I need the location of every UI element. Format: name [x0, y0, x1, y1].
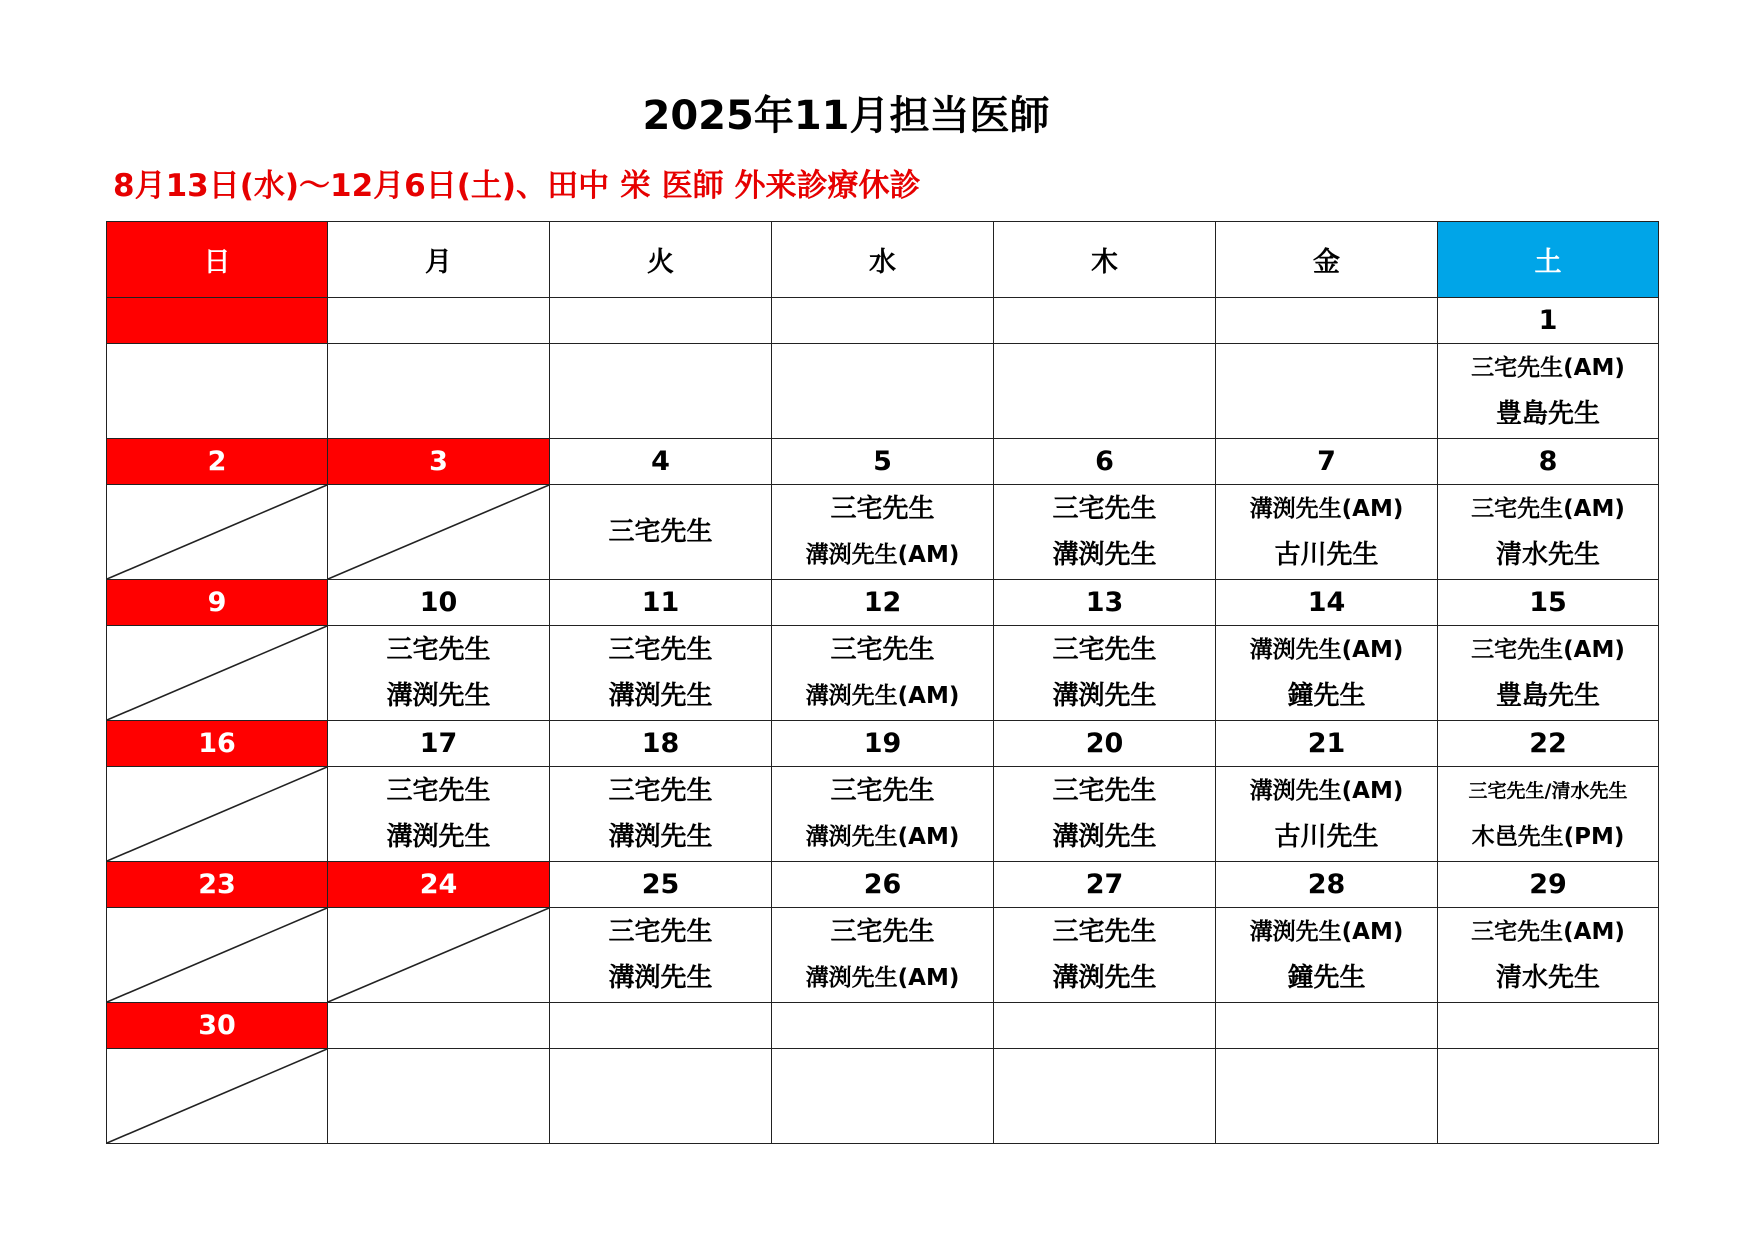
date-cell: 21 [1216, 721, 1438, 767]
date-cell: 5 [772, 439, 994, 485]
date-cell [1438, 1003, 1659, 1049]
date-cell: 15 [1438, 580, 1659, 626]
doctor-cell [328, 344, 550, 439]
diagonal-slash-icon [107, 1049, 327, 1143]
doctor-cell [550, 767, 772, 862]
diagonal-slash-icon [107, 767, 327, 861]
doctor-name: 清水先生 [1495, 540, 1600, 570]
date-cell: 22 [1438, 721, 1659, 767]
date-cell: 17 [328, 721, 550, 767]
doctor-name: 溝渕先生 [608, 681, 713, 711]
date-cell: 20 [994, 721, 1216, 767]
doctor-name: 溝渕先生 [608, 963, 713, 993]
doctor-cell [550, 485, 772, 580]
diagonal-slash-icon [107, 626, 327, 720]
doctor-name: 溝渕先生 [1052, 822, 1157, 852]
date-cell [1216, 1003, 1438, 1049]
date-cell: 30 [107, 1003, 328, 1049]
date-cell: 10 [328, 580, 550, 626]
date-cell: 27 [994, 862, 1216, 908]
doctor-cell [1216, 344, 1438, 439]
page-title: 2025年11月担当医師 [642, 93, 1050, 139]
doctor-name: 溝渕先生 [1052, 540, 1157, 570]
doctor-name: 三宅先生(AM) [1471, 919, 1625, 945]
weekday-friday: 金 [1216, 222, 1438, 298]
date-row [107, 721, 1659, 767]
closed-day-cell [107, 908, 328, 1003]
doctor-name: 木邑先生(PM) [1471, 824, 1625, 850]
date-cell: 13 [994, 580, 1216, 626]
doctor-name: 三宅先生 [1052, 494, 1157, 524]
date-cell: 14 [1216, 580, 1438, 626]
date-cell: 6 [994, 439, 1216, 485]
doctor-name: 溝渕先生 [386, 822, 491, 852]
doctor-cell [994, 626, 1216, 721]
date-row [107, 1003, 1659, 1049]
date-cell: 16 [107, 721, 328, 767]
doctor-cell [1216, 908, 1438, 1003]
doctor-name: 三宅先生(AM) [1471, 637, 1625, 663]
doctor-row [107, 1049, 1659, 1144]
doctor-name: 三宅先生 [386, 635, 491, 665]
doctor-cell [550, 344, 772, 439]
closed-day-cell [328, 485, 550, 580]
date-cell: 3 [328, 439, 550, 485]
closed-day-cell [107, 626, 328, 721]
date-cell: 28 [1216, 862, 1438, 908]
date-cell: 1 [1438, 298, 1659, 344]
date-cell: 26 [772, 862, 994, 908]
date-cell: 9 [107, 580, 328, 626]
doctor-name: 三宅先生 [1052, 776, 1157, 806]
date-row [107, 439, 1659, 485]
weekday-tuesday: 火 [550, 222, 772, 298]
doctor-cell [550, 626, 772, 721]
doctor-cell [994, 1049, 1216, 1144]
doctor-name: 溝渕先生(AM) [805, 965, 960, 991]
date-cell [772, 298, 994, 344]
date-cell: 19 [772, 721, 994, 767]
doctor-cell [328, 767, 550, 862]
closed-day-cell [107, 1049, 328, 1144]
doctor-cell [1216, 485, 1438, 580]
diagonal-slash-icon [328, 908, 549, 1002]
date-cell [550, 1003, 772, 1049]
doctor-name: 溝渕先生 [1052, 963, 1157, 993]
doctor-name: 三宅先生 [608, 776, 713, 806]
doctor-cell [328, 1049, 550, 1144]
closed-day-cell [107, 767, 328, 862]
doctor-name: 三宅先生 [386, 776, 491, 806]
doctor-cell [994, 344, 1216, 439]
doctor-name: 三宅先生 [830, 776, 935, 806]
doctor-cell [550, 1049, 772, 1144]
doctor-name: 三宅先生 [608, 917, 713, 947]
doctor-name: 豊島先生 [1495, 399, 1600, 429]
doctor-name: 三宅先生(AM) [1471, 496, 1625, 522]
date-cell: 7 [1216, 439, 1438, 485]
doctor-name: 三宅先生/清水先生 [1468, 780, 1628, 802]
doctor-cell [1216, 626, 1438, 721]
date-cell [772, 1003, 994, 1049]
doctor-name: 三宅先生 [830, 635, 935, 665]
doctor-name: 三宅先生 [1052, 635, 1157, 665]
diagonal-slash-icon [107, 908, 327, 1002]
doctor-cell [994, 485, 1216, 580]
doctor-name: 三宅先生 [608, 517, 713, 547]
doctor-name: 三宅先生 [1052, 917, 1157, 947]
doctor-name: 三宅先生 [608, 635, 713, 665]
date-row [107, 580, 1659, 626]
doctor-cell [994, 767, 1216, 862]
doctor-name: 溝渕先生 [386, 681, 491, 711]
doctor-name: 清水先生 [1495, 963, 1600, 993]
weekday-thursday: 木 [994, 222, 1216, 298]
doctor-name: 三宅先生(AM) [1471, 355, 1625, 381]
doctor-name: 溝渕先生(AM) [805, 683, 960, 709]
doctor-name: 三宅先生 [830, 917, 935, 947]
doctor-cell [1438, 1049, 1659, 1144]
doctor-name: 溝渕先生 [608, 822, 713, 852]
date-cell: 25 [550, 862, 772, 908]
doctor-name: 豊島先生 [1495, 681, 1600, 711]
doctor-cell [328, 626, 550, 721]
date-cell: 8 [1438, 439, 1659, 485]
date-row [107, 298, 1659, 344]
doctor-schedule-calendar [106, 221, 1659, 1144]
doctor-cell [772, 344, 994, 439]
doctor-cell [772, 626, 994, 721]
diagonal-slash-icon [107, 485, 327, 579]
date-cell [328, 1003, 550, 1049]
doctor-cell [994, 908, 1216, 1003]
date-cell [994, 298, 1216, 344]
doctor-cell [772, 485, 994, 580]
doctor-cell [1216, 767, 1438, 862]
doctor-name: 三宅先生 [830, 494, 935, 524]
date-cell [107, 298, 328, 344]
date-cell [328, 298, 550, 344]
date-cell: 4 [550, 439, 772, 485]
date-cell: 29 [1438, 862, 1659, 908]
doctor-cell [1438, 767, 1659, 862]
doctor-cell [1216, 1049, 1438, 1144]
doctor-name: 溝渕先生 [1052, 681, 1157, 711]
doctor-cell [1438, 626, 1659, 721]
doctor-cell [1438, 908, 1659, 1003]
weekday-header-row [107, 222, 1659, 298]
doctor-cell [550, 908, 772, 1003]
diagonal-slash-icon [328, 485, 549, 579]
doctor-row [107, 767, 1659, 862]
date-cell: 2 [107, 439, 328, 485]
date-row [107, 862, 1659, 908]
weekday-saturday: 土 [1438, 222, 1659, 298]
date-cell [1216, 298, 1438, 344]
doctor-cell [772, 767, 994, 862]
date-cell [994, 1003, 1216, 1049]
doctor-cell [1438, 485, 1659, 580]
date-cell: 18 [550, 721, 772, 767]
doctor-name: 溝渕先生(AM) [805, 824, 960, 850]
doctor-name: 溝渕先生(AM) [1249, 496, 1404, 522]
doctor-cell [107, 344, 328, 439]
doctor-row [107, 344, 1659, 439]
doctor-cell [772, 908, 994, 1003]
date-cell: 24 [328, 862, 550, 908]
doctor-cell [772, 1049, 994, 1144]
doctor-name: 溝渕先生(AM) [1249, 637, 1404, 663]
date-cell: 11 [550, 580, 772, 626]
doctor-row [107, 485, 1659, 580]
doctor-cell [1438, 344, 1659, 439]
weekday-sunday: 日 [107, 222, 328, 298]
date-cell: 23 [107, 862, 328, 908]
doctor-row [107, 908, 1659, 1003]
weekday-wednesday: 水 [772, 222, 994, 298]
closed-day-cell [328, 908, 550, 1003]
date-cell: 12 [772, 580, 994, 626]
doctor-row [107, 626, 1659, 721]
closed-day-cell [107, 485, 328, 580]
doctor-name: 古川先生 [1274, 822, 1379, 852]
doctor-name: 溝渕先生(AM) [805, 542, 960, 568]
doctor-name: 溝渕先生(AM) [1249, 919, 1404, 945]
doctor-name: 古川先生 [1274, 540, 1379, 570]
closure-notice: 8月13日(水)〜12月6日(土)、田中 栄 医師 外来診療休診 [113, 168, 921, 204]
doctor-name: 鐘先生 [1287, 963, 1366, 993]
weekday-monday: 月 [328, 222, 550, 298]
doctor-name: 鐘先生 [1287, 681, 1366, 711]
date-cell [550, 298, 772, 344]
doctor-name: 溝渕先生(AM) [1249, 778, 1404, 804]
